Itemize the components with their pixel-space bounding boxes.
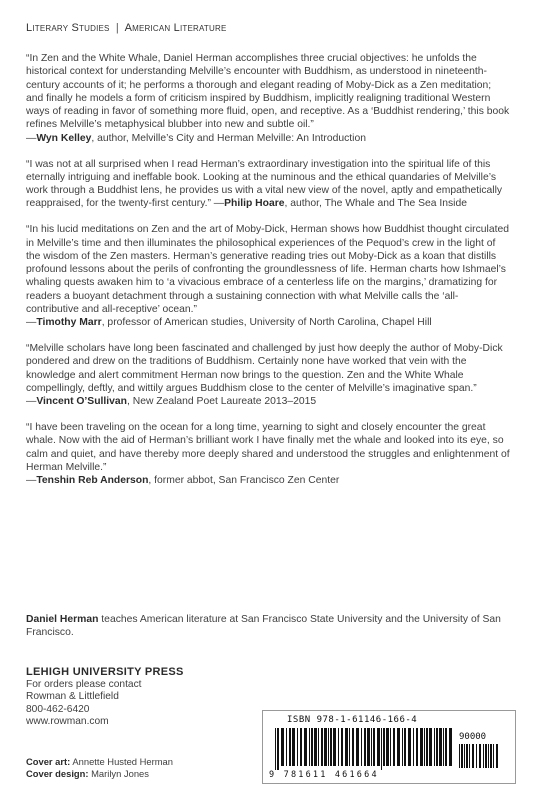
- barcode-bar: [286, 728, 287, 766]
- barcode-bar: [397, 728, 400, 766]
- attribution-name: Wyn Kelley: [36, 132, 92, 144]
- barcode-bar: [459, 744, 460, 768]
- barcode-bar: [496, 744, 498, 768]
- barcode-bar: [445, 728, 447, 766]
- publisher-name: LEHIGH UNIVERSITY PRESS: [26, 666, 184, 678]
- barcode-bar: [408, 728, 411, 766]
- cover-art-label: Cover art:: [26, 756, 71, 767]
- barcode-bar: [424, 728, 425, 766]
- barcode-bar: [483, 744, 484, 768]
- attribution-detail: , author, The Whale and The Sea Inside: [284, 198, 467, 210]
- barcode-bar: [476, 744, 477, 768]
- cover-credits: [26, 756, 286, 780]
- barcode-bars-icon: [275, 728, 453, 772]
- barcode-bar: [338, 728, 339, 766]
- quote-attribution: [26, 132, 510, 145]
- attribution-name: Timothy Marr: [36, 317, 102, 329]
- barcode-digits: 9 781611 461664: [269, 770, 379, 780]
- barcode-bar: [420, 728, 423, 766]
- attribution-dash: —: [210, 198, 225, 210]
- barcode-bar: [345, 728, 348, 766]
- category-separator: |: [115, 22, 119, 34]
- barcode-bar: [311, 728, 313, 766]
- barcode-bar: [402, 728, 403, 766]
- barcode-bar: [404, 728, 406, 766]
- barcode-bar: [429, 728, 432, 766]
- cover-design-label: Cover design:: [26, 768, 89, 779]
- barcode-bar: [281, 728, 284, 766]
- isbn-barcode: [262, 710, 516, 784]
- quote-text: “In his lucid meditations on Zen and the art of Moby-Dick, Herman shows how Buddhist thought circulated in Melville’s time and then illuminates the philosophical experiences of the Pequod’s crew in the light of the wisdom of the Zen masters. Herman’s generative reading tries out Moby-Dick as a koan that distills profound lessons about the perils of confronting the groundlessness of life. Herman charts how Ishmael’s whaling quests awaken him to ‘a vivacious embrace of a centerless life on the margins,’ dramatizing for readers a buoyant detachment through a sustaining connection with what Melville calls the ‘all-contributive and all-receptive’ ocean.”: [26, 224, 509, 316]
- barcode-bar: [469, 744, 470, 768]
- barcode-bar: [321, 728, 323, 766]
- category-right: American Literature: [124, 22, 227, 34]
- barcode-bar: [289, 728, 291, 766]
- barcode-bar: [488, 744, 489, 768]
- attribution-name: Tenshin Reb Anderson: [36, 475, 149, 487]
- barcode-bar: [314, 728, 317, 766]
- attribution-dash: —: [26, 317, 37, 329]
- author-bio: [26, 613, 510, 640]
- author-bio-text: teaches American literature at San Francisco State University and the University of San Francisco.: [26, 614, 501, 639]
- barcode-bar: [485, 744, 487, 768]
- barcode-bar: [341, 728, 343, 766]
- order-contact-line: For orders please contact: [26, 678, 142, 690]
- barcode-bar: [413, 728, 414, 766]
- barcode-bar: [439, 728, 442, 766]
- quote-attribution: [26, 316, 510, 329]
- category-left: Literary Studies: [26, 22, 110, 34]
- cover-design-value: Marilyn Jones: [88, 768, 149, 779]
- quote-attribution: [26, 395, 510, 408]
- quote-text: “Melville scholars have long been fascinated and challenged by just how deeply the author of Moby-Dick pondered and drew on the traditions of Buddhism. Certainly none have worked that vein with the knowledge and alert commitment Herman now brings to the question. Zen and the White Whale compellingly, deftly, and wittily argues Buddhism close to the center of Melville’s imaginative span.”: [26, 343, 503, 395]
- price-code: 90000: [459, 732, 487, 742]
- attribution-detail: , professor of American studies, University of North Carolina, Chapel Hill: [101, 317, 432, 329]
- barcode-bar: [449, 728, 452, 766]
- attribution-detail: , New Zealand Poet Laureate 2013–2015: [126, 396, 317, 408]
- barcode-bar: [390, 728, 391, 766]
- barcode-bar: [277, 728, 279, 770]
- barcode-bar: [371, 728, 372, 766]
- barcode-bar: [292, 728, 295, 766]
- endorsement-quote: [26, 52, 510, 145]
- barcode-bar: [493, 744, 494, 768]
- distributor-name: Rowman & Littlefield: [26, 691, 119, 703]
- attribution-name: Philip Hoare: [224, 198, 285, 210]
- barcode-bar: [361, 728, 362, 766]
- barcode-bar: [324, 728, 327, 766]
- website-link[interactable]: www.rowman.com: [26, 716, 109, 728]
- quote-text: “I was not at all surprised when I read Herman’s extraordinary investigation into the spiritual life of this eternally intriguing and ineffable book. Looking at the numinous and the ethical quandaries of Melville’s work through a Buddhist lens, he provides us with a vital new view of the novel, aptly and empathetically reappraised, for the twenty-first century.”: [26, 158, 503, 210]
- barcode-bar: [373, 728, 375, 766]
- barcode-bar: [356, 728, 359, 766]
- barcode-bar: [472, 744, 474, 768]
- barcode-bar: [367, 728, 370, 766]
- quote-text: “I have been traveling on the ocean for a long time, yearning to sight and closely encounter the great whale. Now with the aid of Herman’s brilliant work I have finally met the whale and looked into its eye, so calm and quiet, and have thereby more deeply shared and understood the struggles and enlightenment of Herman Melville.”: [26, 422, 510, 474]
- barcode-bar: [300, 728, 302, 766]
- attribution-dash: —: [26, 132, 37, 144]
- barcode-bar: [464, 744, 465, 768]
- endorsement-quote: [26, 223, 510, 329]
- barcode-bar: [330, 728, 332, 766]
- barcode-bar: [466, 744, 468, 768]
- barcode-bar: [377, 728, 380, 766]
- barcode-bar: [479, 744, 481, 768]
- barcode-bar: [297, 728, 298, 766]
- endorsements: [26, 52, 510, 500]
- barcode-bar: [436, 728, 438, 766]
- barcode-bar: [318, 728, 319, 766]
- barcode-bar: [364, 728, 366, 766]
- price-barcode-icon: [459, 744, 499, 774]
- author-name: Daniel Herman: [26, 614, 99, 625]
- barcode-bar: [381, 728, 382, 770]
- cover-art-credit: [26, 756, 286, 768]
- barcode-bar: [352, 728, 354, 766]
- barcode-bar: [393, 728, 395, 766]
- quote-text: “In Zen and the White Whale, Daniel Herman accomplishes three crucial objectives: he unfolds the historical context for understanding Melville’s encounter with Buddhism, as understood in nineteenth-century accounts of it; he performs a thorough and elegant reading of Moby-Dick as a Zen meditation; and finally he models a form of criticism inspired by Buddhism, implicitly realigning traditional Western ways of reading in favor of something more fluid, open, and receptive. As a ‘Buddhist rendering,’ this book refines Melville’s metaphysical blubber into new and subtle oil.”: [26, 53, 510, 131]
- barcode-bar: [426, 728, 428, 766]
- phone-number: 800-462-6420: [26, 703, 90, 715]
- barcode-bar: [333, 728, 336, 766]
- endorsement-quote: [26, 421, 510, 487]
- attribution-detail: , former abbot, San Francisco Zen Center: [148, 475, 340, 487]
- barcode-bar: [434, 728, 435, 766]
- barcode-bar: [461, 744, 463, 768]
- attribution-detail: , author, Melville’s City and Herman Melville: An Introduction: [91, 132, 366, 144]
- cover-design-credit: [26, 768, 286, 780]
- quote-attribution: [26, 474, 510, 487]
- publisher-block: [26, 666, 266, 729]
- category-heading: [26, 22, 227, 34]
- barcode-bar: [386, 728, 389, 766]
- barcode-bar: [309, 728, 310, 766]
- cover-art-value: Annette Husted Herman: [70, 756, 173, 767]
- attribution-dash: —: [26, 475, 37, 487]
- barcode-bar: [383, 728, 385, 766]
- isbn-text: ISBN 978-1-61146-166-4: [287, 715, 418, 725]
- barcode-bar: [304, 728, 307, 766]
- barcode-bar: [416, 728, 418, 766]
- barcode-bar: [443, 728, 444, 766]
- barcode-bar: [328, 728, 329, 766]
- barcode-bar: [275, 728, 276, 770]
- barcode-bar: [490, 744, 492, 768]
- attribution-dash: —: [26, 396, 37, 408]
- endorsement-quote: [26, 158, 510, 211]
- endorsement-quote: [26, 342, 510, 408]
- attribution-name: Vincent O’Sullivan: [36, 396, 127, 408]
- barcode-bar: [349, 728, 350, 766]
